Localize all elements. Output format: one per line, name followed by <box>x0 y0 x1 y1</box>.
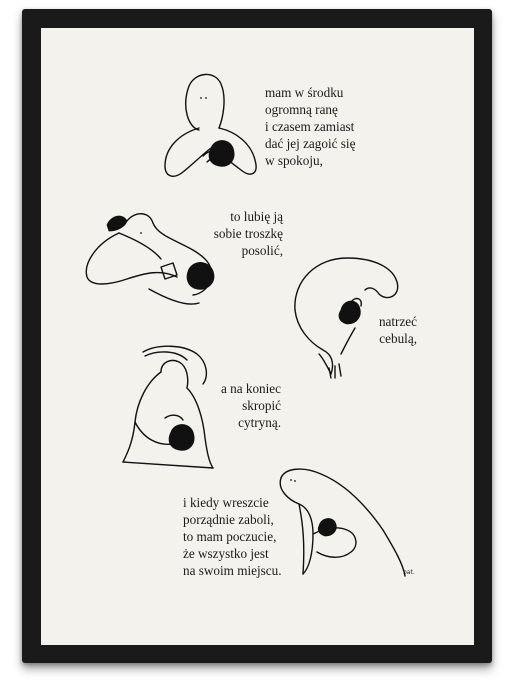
stanza-3: natrzeć cebulą, <box>378 314 417 346</box>
stanza-1: mam w środku ogromną ranę i czasem zamiast dać jej zagoić się w spokoju, <box>265 85 356 168</box>
artist-signature: bat. <box>403 569 415 576</box>
figure-feeling-pain <box>273 464 423 584</box>
stanza-5: i kiedy wreszcie porządnie zaboli, to mam poczucie, że wszystko jest na swoim miejscu. <box>183 495 282 578</box>
stanza-4: a na koniec skropić cytryną. <box>220 381 281 430</box>
figure-holding-wound <box>159 68 269 183</box>
poster-paper <box>41 28 474 645</box>
stanza-2: to lubię ją sobie troszkę posolić, <box>213 209 283 258</box>
